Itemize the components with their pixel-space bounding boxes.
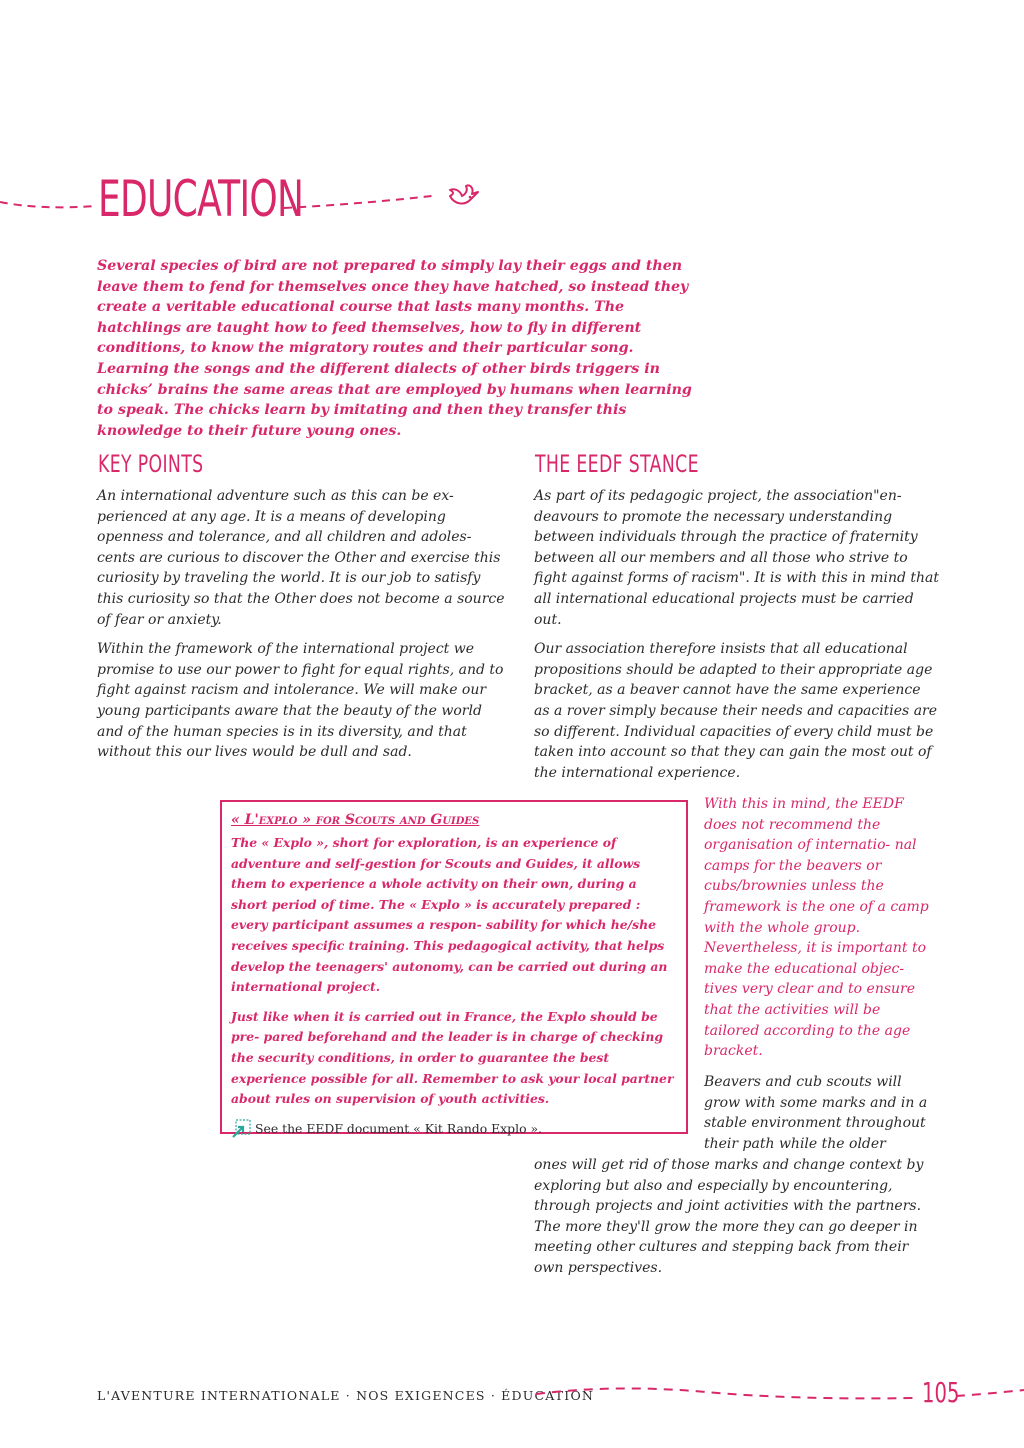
page-title: EDUCATION xyxy=(98,170,304,228)
stance-paragraph-2: Our association therefore insists that all educational propositions should be adapted to their appropriate age bracket, as a beaver cannot have the same experience as a rover simply because their needs and capacities are so different. Individual capacities of every child must be taken into account so that they can gain the most out of the international experience. xyxy=(534,641,938,781)
explo-box-paragraph-2: Just like when it is carried out in France, the Explo should be pre- pared beforehand and the leader is in charge of checking the security conditions, in order to guarantee the best experience possible for all. Remember to ask your local partner about rules on supervision of youth activities. xyxy=(231,1008,674,1107)
key-points-paragraph-1: An international adventure such as this can be ex- perienced at any age. It is a means of developing openness and tolerance, and all children and adoles- cents are curious to discover the Other and exercise this curiosity by traveling the world. It is our job to satisfy this curiosity so that the Other does not become a source of fear or anxiety. xyxy=(97,488,505,628)
intro-paragraph: Several species of bird are not prepared to simply lay their eggs and then leave them to fend for themselves once they have hatched, so instead they create a veritable educational course that lasts many months. The hatchlings are taught how to feed themselves, how to fly in different conditions, to know the migratory routes and their particular song. Learning the songs and the different dialects of other birds triggers in chicks’ brains the same areas that are employed by humans when learning to speak. The chicks learn by imitating and then they transfer this knowledge to their future young ones. xyxy=(97,258,692,439)
explo-box-reference xyxy=(231,1119,677,1139)
stance-paragraph-3: With this in mind, the EEDF does not recommend the organisation of internatio- nal camps for the beavers or cubs/brownies unless the framework is the one of a camp with the whole group. Nevertheless, it is important to make the educational objec- tives very clear and to ensure that the activities will be tailored according to the age bracket. xyxy=(704,796,929,1060)
stance-paragraph-1: As part of its pedagogic project, the association"en- deavours to promote the necessary understanding between individuals through the practice of fraternity between all our members and all those who strive to fight against forms of racism". It is with this in mind that all international educational projects must be carried out. xyxy=(534,488,940,628)
explo-info-box xyxy=(220,800,688,1137)
bird-icon xyxy=(444,182,482,216)
key-points-heading: KEY POINTS xyxy=(98,450,204,478)
stance-paragraph-4a: Beavers and cub scouts will grow with some marks and in a stable environment throughout their path while the older xyxy=(704,1074,928,1152)
stance-paragraph-4b: ones will get rid of those marks and change context by exploring but also and especially by encountering, through projects and joint activities with the partners. The more they'll grow the more they can go deeper in meeting other cultures and stepping back from their own perspectives. xyxy=(534,1157,924,1276)
footer-breadcrumb: L'AVENTURE INTERNATIONALE · NOS EXIGENCES · ÉDUCATION xyxy=(97,1388,595,1403)
link-arrow-icon xyxy=(231,1119,251,1139)
key-points-column xyxy=(97,486,505,772)
stance-column xyxy=(534,486,940,792)
explo-box-title: « L'explo » for Scouts and Guides xyxy=(231,812,480,828)
explo-box-paragraph-1: The « Explo », short for exploration, is an experience of adventure and self-gestion for Scouts and Guides, it allows them to experience a whole activity on their own, during a short period of time. The « Explo » is accurately prepared : every participant assumes a respon- sability for which he/she receives specific training. This pedagogical activity, that helps develop the teenagers' autonomy, can be carried out during an international project. xyxy=(231,835,668,995)
key-points-paragraph-2: Within the framework of the international project we promise to use our power to fight for equal rights, and to fight against racism and intolerance. We will make our young participants aware that the beauty of the world and of the human species is in its diversity, and that without this our lives would be dull and sad. xyxy=(97,641,504,761)
page-number: 105 xyxy=(922,1376,960,1409)
explo-box-reference-text: See the EEDF document « Kit Rando Explo ». xyxy=(255,1121,542,1137)
stance-heading: THE EEDF STANCE xyxy=(535,450,699,478)
